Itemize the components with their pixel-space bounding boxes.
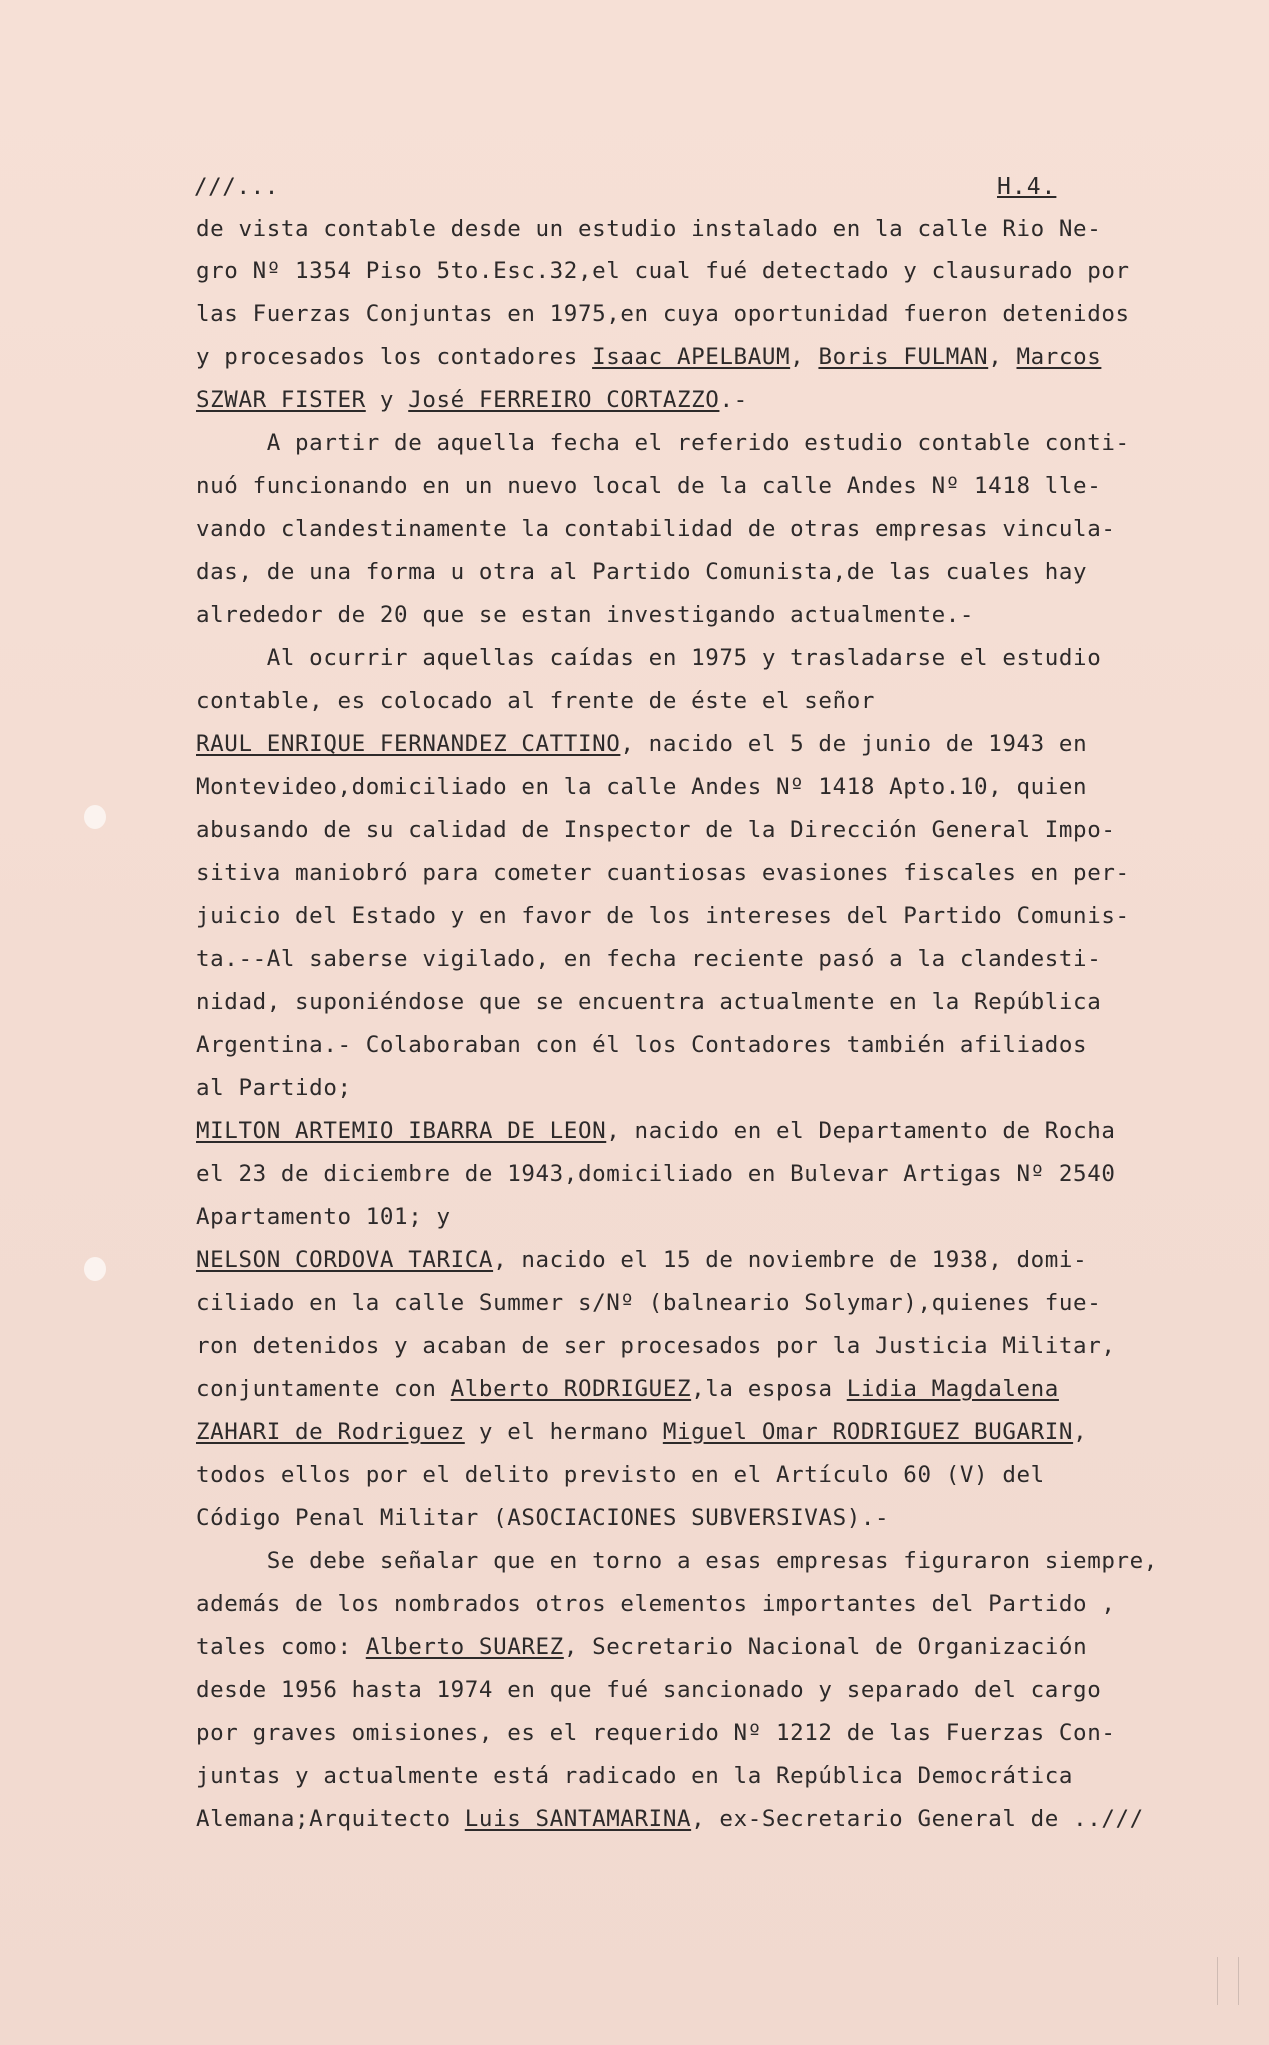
underlined-name: Alberto RODRIGUEZ — [450, 1376, 692, 1402]
text-segment: y — [365, 387, 409, 413]
text-line — [196, 1636, 1087, 1659]
text-line — [196, 948, 1101, 971]
text-line — [196, 1593, 1116, 1616]
text-segment: , ex-Secretario General de ../// — [691, 1806, 1144, 1832]
text-line — [196, 1163, 1116, 1186]
text-segment: tales como: — [196, 1634, 366, 1660]
text-segment: gro Nº 1354 Piso 5to.Esc.32,el cual fué detectado y clausurado por — [196, 258, 1130, 284]
text-segment: Montevideo,domiciliado en la calle Andes Nº 1418 Apto.10, quien — [196, 774, 1088, 800]
text-line — [196, 475, 1101, 498]
text-segment: nidad, suponiéndose que se encuentra actualmente en la República — [196, 989, 1102, 1015]
text-line — [196, 819, 1116, 842]
text-segment: las Fuerzas Conjuntas en 1975,en cuya oportunidad fueron detenidos — [196, 301, 1130, 327]
text-segment: ta.--Al saberse vigilado, en fecha reciente pasó a la clandesti- — [196, 946, 1102, 972]
text-line — [196, 389, 748, 412]
text-segment: A partir de aquella fecha el referido estudio contable conti- — [196, 430, 1130, 456]
underlined-name: José FERREIRO CORTAZZO — [408, 387, 720, 413]
text-segment: Al ocurrir aquellas caídas en 1975 y trasladarse el estudio — [196, 645, 1102, 671]
text-segment: Argentina.- Colaboraban con él los Contadores también afiliados — [196, 1032, 1088, 1058]
text-line — [196, 1679, 1101, 1702]
text-line — [196, 303, 1130, 326]
text-line — [196, 733, 1087, 756]
text-line — [196, 1206, 451, 1229]
text-segment: , — [1073, 1419, 1088, 1445]
text-line — [196, 218, 1101, 241]
text-line — [196, 1765, 1073, 1788]
text-segment: juicio del Estado y en favor de los intereses del Partido Comunis- — [196, 903, 1130, 929]
text-line — [196, 862, 1130, 885]
text-segment: Se debe señalar que en torno a esas empresas figuraron siempre, — [196, 1548, 1158, 1574]
text-line — [196, 604, 974, 627]
text-segment: además de los nombrados otros elementos importantes del Partido , — [196, 1591, 1116, 1617]
text-line — [196, 518, 1116, 541]
text-segment: ron detenidos y acaban de ser procesados por la Justicia Militar, — [196, 1333, 1116, 1359]
text-line — [196, 1034, 1087, 1057]
text-line — [196, 1550, 1158, 1573]
text-segment: , nacido el 15 de noviembre de 1938, domi- — [493, 1247, 1088, 1273]
text-segment: de vista contable desde un estudio instalado en la calle Rio Ne- — [196, 216, 1102, 242]
text-line — [196, 1507, 889, 1530]
text-line — [196, 1421, 1087, 1444]
underlined-name: Alberto SUAREZ — [365, 1634, 564, 1660]
underlined-name: Boris FULMAN — [818, 344, 989, 370]
text-segment: y el hermano — [464, 1419, 663, 1445]
text-segment: ciliado en la calle Summer s/Nº (balneario Solymar),quienes fue- — [196, 1290, 1102, 1316]
text-segment: , — [988, 344, 1017, 370]
text-line — [196, 1722, 1116, 1745]
underlined-name: Lidia Magdalena — [846, 1376, 1059, 1402]
text-segment: ,la esposa — [691, 1376, 847, 1402]
text-segment: conjuntamente con — [196, 1376, 451, 1402]
text-segment: Apartamento 101; y — [196, 1204, 451, 1230]
text-line — [196, 561, 1087, 584]
text-segment: , Secretario Nacional de Organización — [563, 1634, 1088, 1660]
underlined-name: Marcos — [1016, 344, 1102, 370]
text-segment: vando clandestinamente la contabilidad de otras empresas vincula- — [196, 516, 1116, 542]
margin-mark — [1217, 1957, 1239, 2005]
text-line — [196, 1249, 1087, 1272]
text-segment: , nacido en el Departamento de Rocha — [606, 1118, 1116, 1144]
text-line — [196, 260, 1130, 283]
text-line — [196, 1808, 1144, 1831]
text-line — [196, 647, 1101, 670]
text-line — [196, 690, 875, 713]
underlined-name: ZAHARI de Rodriguez — [196, 1419, 465, 1445]
text-line — [196, 1292, 1101, 1315]
text-segment: y procesados los contadores — [196, 344, 593, 370]
page-number: H.4. — [997, 174, 1057, 200]
text-line — [196, 1077, 352, 1100]
text-segment: alrededor de 20 que se estan investigando actualmente.- — [196, 602, 975, 628]
text-segment: das, de una forma u otra al Partido Comunista,de las cuales hay — [196, 559, 1088, 585]
text-line — [196, 432, 1130, 455]
text-line — [196, 905, 1130, 928]
text-line — [196, 776, 1087, 799]
text-line — [196, 1120, 1116, 1143]
text-line — [196, 1335, 1116, 1358]
text-segment: abusando de su calidad de Inspector de la Dirección General Impo- — [196, 817, 1116, 843]
underlined-name: MILTON ARTEMIO IBARRA DE LEON — [196, 1118, 607, 1144]
underlined-name: Miguel Omar RODRIGUEZ BUGARIN — [662, 1419, 1074, 1445]
text-segment: .- — [719, 387, 748, 413]
text-segment: Código Penal Militar (ASOCIACIONES SUBVERSIVAS).- — [196, 1505, 890, 1531]
text-segment: Alemana;Arquitecto — [196, 1806, 465, 1832]
underlined-name: RAUL ENRIQUE FERNANDEZ CATTINO — [196, 731, 621, 757]
text-segment: desde 1956 hasta 1974 en que fué sancionado y separado del cargo — [196, 1677, 1102, 1703]
text-line — [196, 1464, 1045, 1487]
text-segment: juntas y actualmente está radicado en la República Democrática — [196, 1763, 1074, 1789]
text-line — [196, 991, 1101, 1014]
text-line — [196, 346, 1101, 369]
underlined-name: Luis SANTAMARINA — [464, 1806, 692, 1832]
text-segment: sitiva maniobró para cometer cuantiosas evasiones fiscales en per- — [196, 860, 1130, 886]
text-segment: por graves omisiones, es el requerido Nº 1212 de las Fuerzas Con- — [196, 1720, 1116, 1746]
text-line — [196, 1378, 1059, 1401]
text-segment: al Partido; — [196, 1075, 352, 1101]
continuation-marker: ///... — [194, 174, 279, 200]
text-segment: , nacido el 5 de junio de 1943 en — [620, 731, 1088, 757]
underlined-name: SZWAR FISTER — [196, 387, 366, 413]
text-segment: , — [790, 344, 819, 370]
text-segment: nuó funcionando en un nuevo local de la calle Andes Nº 1418 lle- — [196, 473, 1102, 499]
text-segment: contable, es colocado al frente de éste el señor — [196, 688, 876, 714]
underlined-name: NELSON CORDOVA TARICA — [196, 1247, 494, 1273]
text-segment: todos ellos por el delito previsto en el Artículo 60 (V) del — [196, 1462, 1045, 1488]
text-segment: el 23 de diciembre de 1943,domiciliado en Bulevar Artigas Nº 2540 — [196, 1161, 1116, 1187]
underlined-name: Isaac APELBAUM — [592, 344, 791, 370]
